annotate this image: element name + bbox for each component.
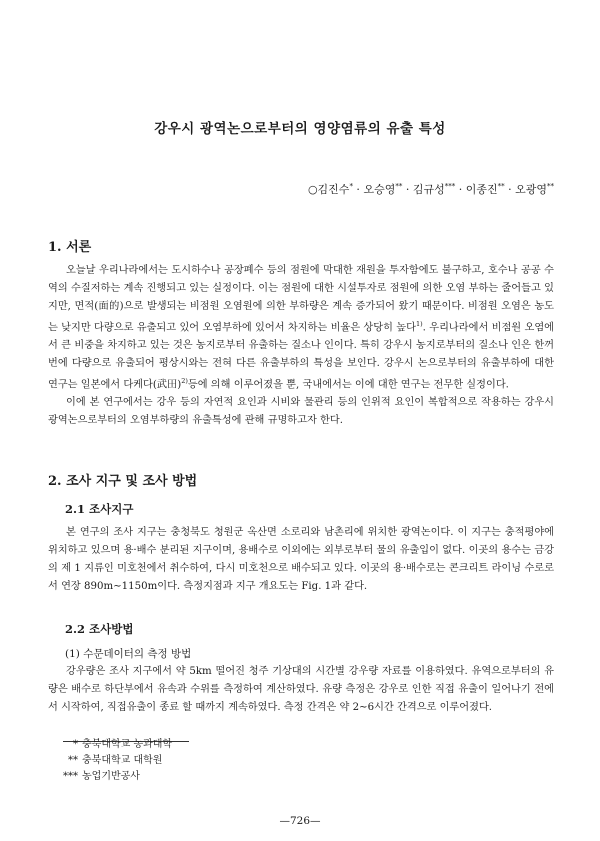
page-number: —726—: [279, 815, 321, 827]
author: 김규성*** ·: [412, 182, 466, 196]
author: 오승영** ·: [363, 182, 413, 196]
citation: 2): [181, 376, 188, 385]
paragraph: 본 연구의 조사 지구는 충청북도 청원군 옥산면 소로리와 남촌리에 위치한 광역논이다. 이 지구는 충적평야에 위치하고 있으며 용·배수 분리된 지구이며, 용배수로 이외에는 외부로부터 물의 유출입이 없다. 이곳의 용수는 금강의 제 1 지류인 미호천에서 취수하여, 다시 미호천으로 배수되고 있다. 이곳의 용·배수로는 콘크리트 라이닝 수로로서 연장 890m∼1150m이다. 측정지점과 지구 개요도는 Fig. 1과 같다.: [48, 527, 554, 592]
method-body: [48, 663, 554, 717]
author: ○김진수* ·: [307, 182, 364, 196]
site-body: [48, 524, 554, 596]
author: 오광영**: [515, 182, 554, 196]
footnote: ** 충북대학교 대학원: [68, 755, 163, 766]
subsection-heading-method: 2.2 조사방법: [65, 622, 134, 636]
citation: 1): [415, 319, 423, 328]
paragraph: 강우량은 조사 지구에서 약 5km 떨어진 청주 기상대의 시간별 강우량 자료를 이용하였다. 유역으로부터의 유량은 배수로 하단부에서 유속과 수위를 측정하여 계산하였다. 유량 측정은 강우로 인한 직접 유출이 일어나기 전에서 시작하여, 직접유출이 종료 할 때까지 계속하였다. 측정 간격은 약 2∼6시간 간격으로 이루어졌다.: [48, 666, 554, 713]
section-heading-introduction: 1. 서론: [48, 240, 92, 255]
footnote: * 충북대학교 농과대학: [73, 739, 173, 750]
introduction-body: [48, 262, 554, 430]
paragraph: 오늘날 우리나라에서는 도시하수나 공장폐수 등의 점원에 막대한 재원을 투자함에도 불구하고, 호수나 공공 수역의 수질저하는 계속 진행되고 있는 실정이다. 이는 점원에 대한 시설투자로 점원에 의한 오염 부하는 줄어들고 있지만, 면적(面的)으로 발생되는 비점원 오염원에 의한 부하량은 계속 증가되어 왔기 때문이다. 비점원 오염은 농도는 낮지만 다량으로 유출되고 있어 오염부하에 있어서 차지하는 비율은 상당히 높다$^{1)}$. 우리나라에서 비점원 오염에서 큰 비중을 차지하고 있는 것은 농지로부터 유출하는 질소나 인이다. 특히 강우시 농지로부터의 질소나 인은 한꺼번에 다량으로 유출되어 평상시와는 전혀 다른 유출부하의 특성을 보인다. 강우시 논으로부터의 유출부하에 대한 연구는 일본에서 다케다(武田)$^{2)}$등에 의해 이루어졌을 뿐, 국내에서는 이에 대한 연구는 전무한 실정이다.: [48, 265, 555, 391]
author: 이종진** ·: [465, 182, 516, 196]
paper-title: 강우시 광역논으로부터의 영양염류의 유출 특성: [154, 121, 446, 137]
subsection-heading-site: 2.1 조사지구: [65, 502, 134, 516]
footnotes: [48, 737, 172, 785]
paragraph: 이에 본 연구에서는 강우 등의 자연적 요인과 시비와 물관리 등의 인위적 요인이 복합적으로 작용하는 강우시 광역논으로부터의 오염부하량의 유출특성에 관해 규명하고자 한다.: [48, 397, 554, 427]
section-heading-methods: 2. 조사 지구 및 조사 방법: [48, 474, 198, 489]
author-line: [308, 181, 554, 197]
footnote: *** 농업기반공사: [63, 771, 140, 782]
item-heading-hydro: (1) 수문데이터의 측정 방법: [65, 648, 192, 660]
